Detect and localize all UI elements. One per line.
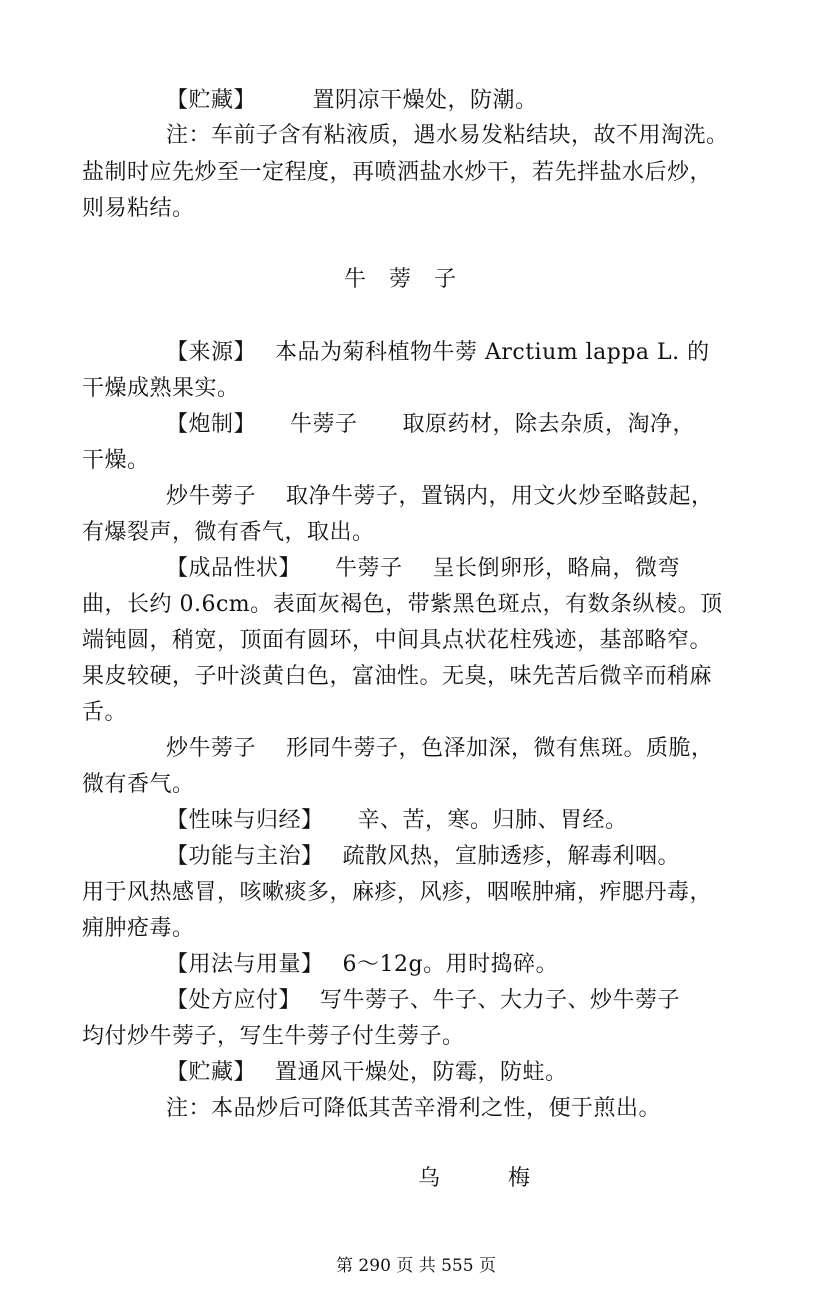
section-title-niubangzi: 牛 蒡 子 bbox=[344, 267, 457, 292]
body-line: 【来源】 本品为菊科植物牛蒡 Arctium lappa L. 的 bbox=[166, 340, 710, 365]
storage-line-prev: 【贮藏】 置阴凉干燥处，防潮。 bbox=[166, 88, 538, 113]
body-line: 果皮较硬，子叶淡黄白色，富油性。无臭，味先苦后微辛而稍麻 bbox=[82, 664, 713, 689]
body-line: 【用法与用量】 6～12g。用时捣碎。 bbox=[166, 952, 559, 977]
body-line: 【贮藏】 置通风干燥处，防霉，防蛀。 bbox=[166, 1060, 568, 1085]
body-line: 干燥成熟果实。 bbox=[82, 376, 240, 401]
note-line: 注：车前子含有粘液质，遇水易发粘结块，故不用淘洗。 bbox=[166, 123, 729, 148]
body-line: 曲，长约 0.6cm。表面灰褐色，带紫黑色斑点，有数条纵棱。顶 bbox=[82, 592, 723, 617]
body-line: 痈肿疮毒。 bbox=[82, 916, 195, 941]
note-line: 则易粘结。 bbox=[82, 196, 195, 221]
body-line: 均付炒牛蒡子，写生牛蒡子付生蒡子。 bbox=[82, 1024, 465, 1049]
body-line: 注：本品炒后可降低其苦辛滑利之性，便于煎出。 bbox=[166, 1096, 662, 1121]
note-line: 盐制时应先炒至一定程度，再喷洒盐水炒干，若先拌盐水后炒， bbox=[82, 160, 713, 185]
body-line: 【功能与主治】 疏散风热，宣肺透疹，解毒利咽。 bbox=[166, 844, 680, 869]
section-title-wumei: 乌 梅 bbox=[418, 1166, 531, 1191]
body-line: 【成品性状】 牛蒡子 呈长倒卵形，略扁，微弯 bbox=[166, 556, 680, 581]
body-line: 舌。 bbox=[82, 700, 128, 725]
body-line: 微有香气。 bbox=[82, 772, 195, 797]
page-footer: 第 290 页 共 555 页 bbox=[336, 1256, 496, 1276]
body-line: 端钝圆，稍宽，顶面有圆环，中间具点状花柱残迹，基部略窄。 bbox=[82, 628, 713, 653]
body-line: 【炮制】 牛蒡子 取原药材，除去杂质，淘净， bbox=[166, 412, 696, 437]
body-line: 干燥。 bbox=[82, 448, 150, 473]
body-line: 【性味与归经】 辛、苦，寒。归肺、胃经。 bbox=[166, 808, 628, 833]
body-line: 炒牛蒡子 形同牛蒡子，色泽加深，微有焦斑。质脆， bbox=[166, 736, 714, 761]
body-line: 炒牛蒡子 取净牛蒡子，置锅内，用文火炒至略鼓起， bbox=[166, 484, 714, 509]
body-line: 【处方应付】 写牛蒡子、牛子、大力子、炒牛蒡子 bbox=[166, 988, 680, 1013]
body-line: 有爆裂声，微有香气，取出。 bbox=[82, 520, 375, 545]
body-line: 用于风热感冒，咳嗽痰多，麻疹，风疹，咽喉肿痛，痄腮丹毒， bbox=[82, 880, 713, 905]
